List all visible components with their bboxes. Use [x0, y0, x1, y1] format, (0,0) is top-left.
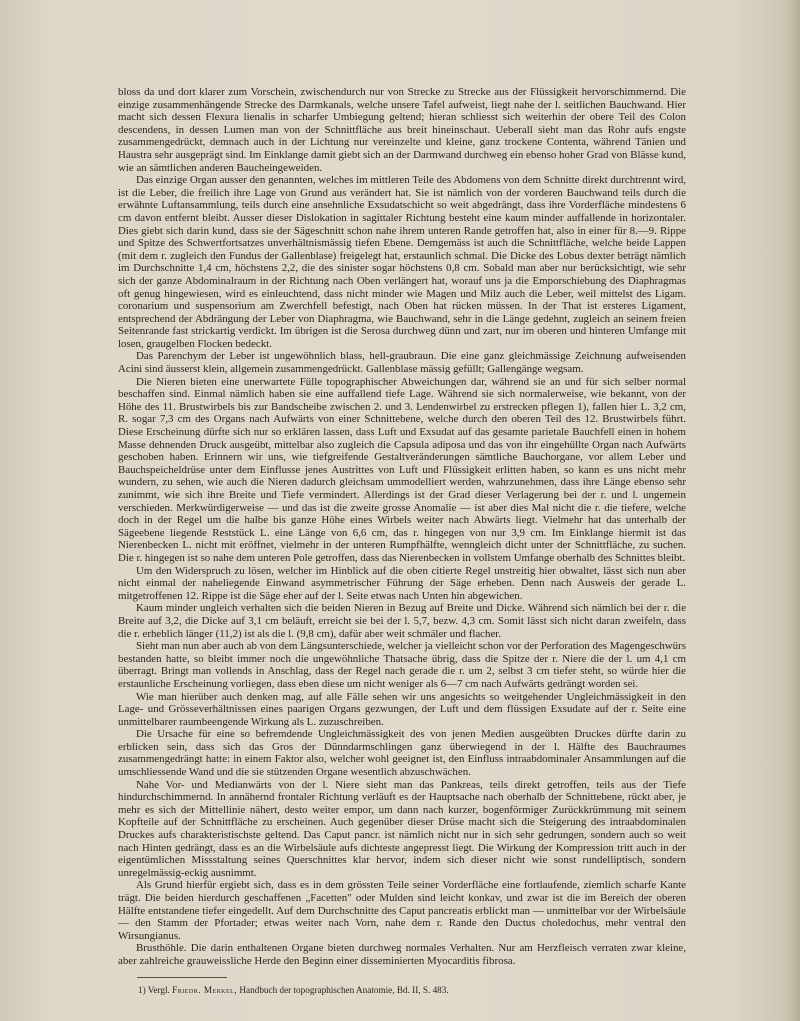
footnote-rule — [137, 977, 227, 978]
paragraph-2: Das einzige Organ ausser den genannten, welches im mittleren Teile des Abdomens von dem Schnitte direkt durchtrennt wird, ist die Leber, die freilich ihre Lage von Grund aus verändert hat. Sie ist nämlich von der vorderen Bauchwand teils durch die erwähnte Luftansammlung, teils durch eine ansehnliche Exsudatschicht so weit abgedrängt, dass ihre Vorderfläche mindestens 6 cm davon entfernt bleibt. Ausser dieser Dislokation in sagittaler Richtung besteht eine kaum minder auffallende in horizontaler. Dies giebt sich darin kund, dass sie der Sägeschnitt schon nahe ihrem unteren Rande getroffen hat, also in einer für 8.—9. Rippe und Spitze des Schwertfortsatzes unverhältnismässig tiefen Ebene. Demgemäss ist auch die Schnittfläche, welche beide Lappen (mit dem r. zugleich den Fundus der Gallenblase) freigelegt hat, erstaunlich schmal. Die Dicke des Lobus dexter beträgt nämlich im Durchschnitte 1,4 cm, höchstens 2,2, die des sinister sogar höchstens 0,8 cm. Sobald man aber nur berücksichtigt, wie sehr sich der ganze Abdominalraum in der Richtung nach Oben verlängert hat, worauf uns ja die Emporschiebung des Diaphragmas oft genug hingewiesen, wird es einleuchtend, dass nicht minder wie Magen und Milz auch die Leber, weil mittelst des Ligam. coronarium und suspensorium am Zwerchfell befestigt, nach Oben hat rücken müssen. In der That ist ersteres Ligament, entsprechend der Abdrängung der Leber von Diaphragma, wie Bauchwand, sehr in die Länge gedehnt, zugleich an seinem freien Seitenrande fast strickartig verdickt. Im übrigen ist die Serosa durchweg dünn und zart, nur im oberen und hinteren Umfange mit losen, graugelben Flocken bedeckt. — [118, 174, 686, 350]
paragraph-1: bloss da und dort klarer zum Vorschein, zwischendurch nur von Strecke zu Strecke aus der Flüssigkeit hervorschimmernd. Die einzige zusammenhängende Strecke des Darmkanals, welche unsere Tafel aufweist, liegt nahe der l. seitlichen Bauchwand. Hier macht sich dessen Flexura lienalis in scharfer Umbiegung geltend; hieran schliesst sich weiterhin der obere Teil des Colon descendens, in dessen Lumen man von der Schnittfläche aus breit hineinschaut. Ueberall sieht man das Rohr aufs engste zusammengedrückt, demnach auch in der Lichtung nur vereinzelte und kleine, ganz trockene Contenta, während Tänien und Haustra sehr ausgeprägt sind. Im Einklange damit giebt sich an der Darmwand durchweg ein ebenso hoher Grad von Blässe kund, wie an sämtlichen anderen Baucheingeweiden. — [118, 86, 686, 174]
paragraph-8: Wie man hierüber auch denken mag, auf alle Fälle sehen wir uns angesichts so weitgehender Ungleichmässigkeit in den Lage- und Grösseverhältnissen eines paarigen Organs gezwungen, der Luft und dem flüssigen Exsudate auf der r. Seite eine unmittelbarer raumbeengende Wirkung als L. zuzuschreiben. — [118, 690, 686, 728]
paragraph-12: Brusthöhle. Die darin enthaltenen Organe bieten durchweg normales Verhalten. Nur am Herzfleisch verraten zwar kleine, aber zahlreiche grauweissliche Herde den Beginn einer disseminierten Myocarditis fibrosa. — [118, 942, 686, 967]
paragraph-5: Um den Widerspruch zu lösen, welcher im Hinblick auf die oben citierte Regel unstreitig hier obwaltet, lässt sich nun aber nicht einmal der naheliegende Einwand asymmetrischer Führung der Säge erheben. Denn nach Ausweis der gerade L. mitgetroffenen 12. Rippe ist die Säge eher auf der l. Seite etwas nach Unten hin abgewichen. — [118, 564, 686, 602]
paragraph-11: Als Grund hierfür ergiebt sich, dass es in dem grössten Teile seiner Vorderfläche eine fortlaufende, ziemlich scharfe Kante trägt. Die beiden hierdurch geschaffenen „Facetten" oder Mulden sind leicht konkav, und zwar ist die im Bereich der oberen Hälfte entstandene tiefer eingedellt. Auf dem Durchschnitte des Caput pancreatis erblickt man — unmittelbar vor der Wirbelsäule — den Stamm der Pfortader; etwas weiter nach Vorn, nahe dem r. Rande den Ductus choledochus, mehr ventral den Wirsungianus. — [118, 879, 686, 942]
paragraph-7: Sieht man nun aber auch ab von dem Längsunterschiede, welcher ja vielleicht schon vor der Perforation des Magengeschwürs bestanden hatte, so bleibt immer noch die ungewöhnliche Thatsache übrig, dass die Spitze der r. Niere die der l. um 4,1 cm überragt. Bringt man vollends in Anschlag, dass der Regel nach gerade die r. um 2, selbst 3 cm tiefer steht, so würde hier die erstaunliche Erscheinung vorliegen, dass eben diese um nicht weniger als 6—7 cm nach Aufwärts gedrängt worden sei. — [118, 640, 686, 690]
paragraph-10: Nahe Vor- und Medianwärts von der l. Niere sieht man das Pankreas, teils direkt getroffen, teils aus der Tiefe hindurchschimmernd. In annähernd frontaler Richtung verläuft es der Hauptsache nach oberhalb der Schnittebene, rückt aber, je mehr es sich der Mittellinie nähert, desto weiter empor, um dann nach kurzer, bogenförmiger Zurückkrümmung mit seinem Kopfteile auf der Schnittfläche zu erscheinen. Auch gegenüber dieser Drüse macht sich die Steigerung des intraabdominalen Druckes aufs charakteristischste geltend. Das Caput pancr. ist nämlich nicht nur in sich sehr gedrungen, sondern auch so weit nach Hinten gedrängt, dass es an die Wirbelsäule aufs dichteste angepresst liegt. Die Wirkung der Kompression tritt auch in der eigentümlichen Missstaltung seines Querschnittes klar hervor, indem sich dieser nicht wie sonst rundelliptisch, sondern unregelmässig-eckig ausnimmt. — [118, 778, 686, 879]
footnote-prefix: Vergl. — [147, 985, 170, 995]
paragraph-6: Kaum minder ungleich verhalten sich die beiden Nieren in Bezug auf Breite und Dicke. Während sich nämlich bei der r. die Breite auf 3,2, die Dicke auf 3,1 cm beläuft, erreicht sie bei der l. 5,7, bezw. 4,3 cm. Somit lässt sich nicht daran zweifeln, dass die r. erheblich länger (11,2) ist als die l. (9,8 cm), dafür aber weit schmäler und flacher. — [118, 602, 686, 640]
paragraph-9: Die Ursache für eine so befremdende Ungleichmässigkeit des von jenen Medien ausgeübten Druckes dürfte darin zu erblicken sein, dass sich das Gros der Dünndarmschlingen ganz überwiegend in der l. Hälfte des Bauchraumes zusammengedrängt hatte: in einem Faktor also, welcher wohl geeignet ist, den Einfluss intraabdominaler Ansammlungen auf die umschliessende Wand und die sie stützenden Organe wesentlich abzuschwächen. — [118, 728, 686, 779]
footnote-author: Friedr. Merkel, — [172, 985, 238, 995]
paragraph-4: Die Nieren bieten eine unerwartete Fülle topographischer Abweichungen dar, während sie an und für sich selber normal beschaffen sind. Einmal nämlich haben sie eine auffallend tiefe Lage. Während sie sich normalerweise, wie bekannt, von der Höhe des 11. Brustwirbels bis zur Bandscheibe zwischen 2. und 3. Lendenwirbel zu erstrecken pflegen 1), fallen hier L. 3,2 cm, R. sogar 7,3 cm des Organs nach Aufwärts von einer Schnittebene, welche durch den oberen Teil des 12. Brustwirbels führt. Diese Erscheinung dürfte sich nur so erklären lassen, dass Luft und Exsudat auf das gesamte parietale Bauchfell einen in hohem Masse dehnenden Druck ausgeübt, mittelbar also zugleich die Capsula adiposa und das von ihr eingehüllte Organ nach Aufwärts geschoben haben. Erinnern wir uns, wie tiefgreifende Gestaltveränderungen sämtliche Bauchorgane, vor allem Leber und Bauchspeicheldrüse unter dem Einflusse jenes Austrittes von Luft und Flüssigkeit erlitten haben, so kann es uns nicht mehr wundern, zu sehen, wie auch die Nieren dadurch gleichsam ummodelliert werden, wahrzunehmen, dass ihre Länge ebenso sehr zunimmt, wie sich ihre Breite und Tiefe vermindert. Allerdings ist der Grad dieser Verlagerung bei der r. und l. ungemein verschieden. Merkwürdigerweise — und das ist die zweite grosse Anomalie — ist aber dies Mal nicht die r. die tiefere, welche doch in der Regel um die halbe bis ganze Höhe eines Wirbels weiter nach Abwärts liegt. Vielmehr hat das unterhalb der Sägeebene liegende Reststück L. eine Länge von 6,6 cm, das r. hingegen von nur 3,9 cm. Im Einklange hiermit ist das Nierenbecken L. nicht mit eröffnet, vielmehr in der unteren Rumpfhälfte, wenngleich dicht unter der Schnittfläche, zu suchen. Die r. hingegen ist so nahe dem unteren Pole getroffen, dass das Nierenbecken in vollstem Umfange oberhalb des Schnittes bleibt. — [118, 375, 686, 564]
body-text — [118, 86, 686, 968]
footnote-reference: Handbuch der topographischen Anatomie, Bd. II, S. 483. — [239, 985, 449, 995]
page-edge-shadow — [786, 0, 800, 1021]
footnote-number: 1) — [138, 985, 146, 995]
paragraph-3: Das Parenchym der Leber ist ungewöhnlich blass, hell-graubraun. Die eine ganz gleichmässige Zeichnung aufweisenden Acini sind äusserst klein, allgemein zusammengedrückt. Gallenblase mässig gefüllt; Gallengänge wegsam. — [118, 350, 686, 376]
footnote — [138, 985, 658, 995]
